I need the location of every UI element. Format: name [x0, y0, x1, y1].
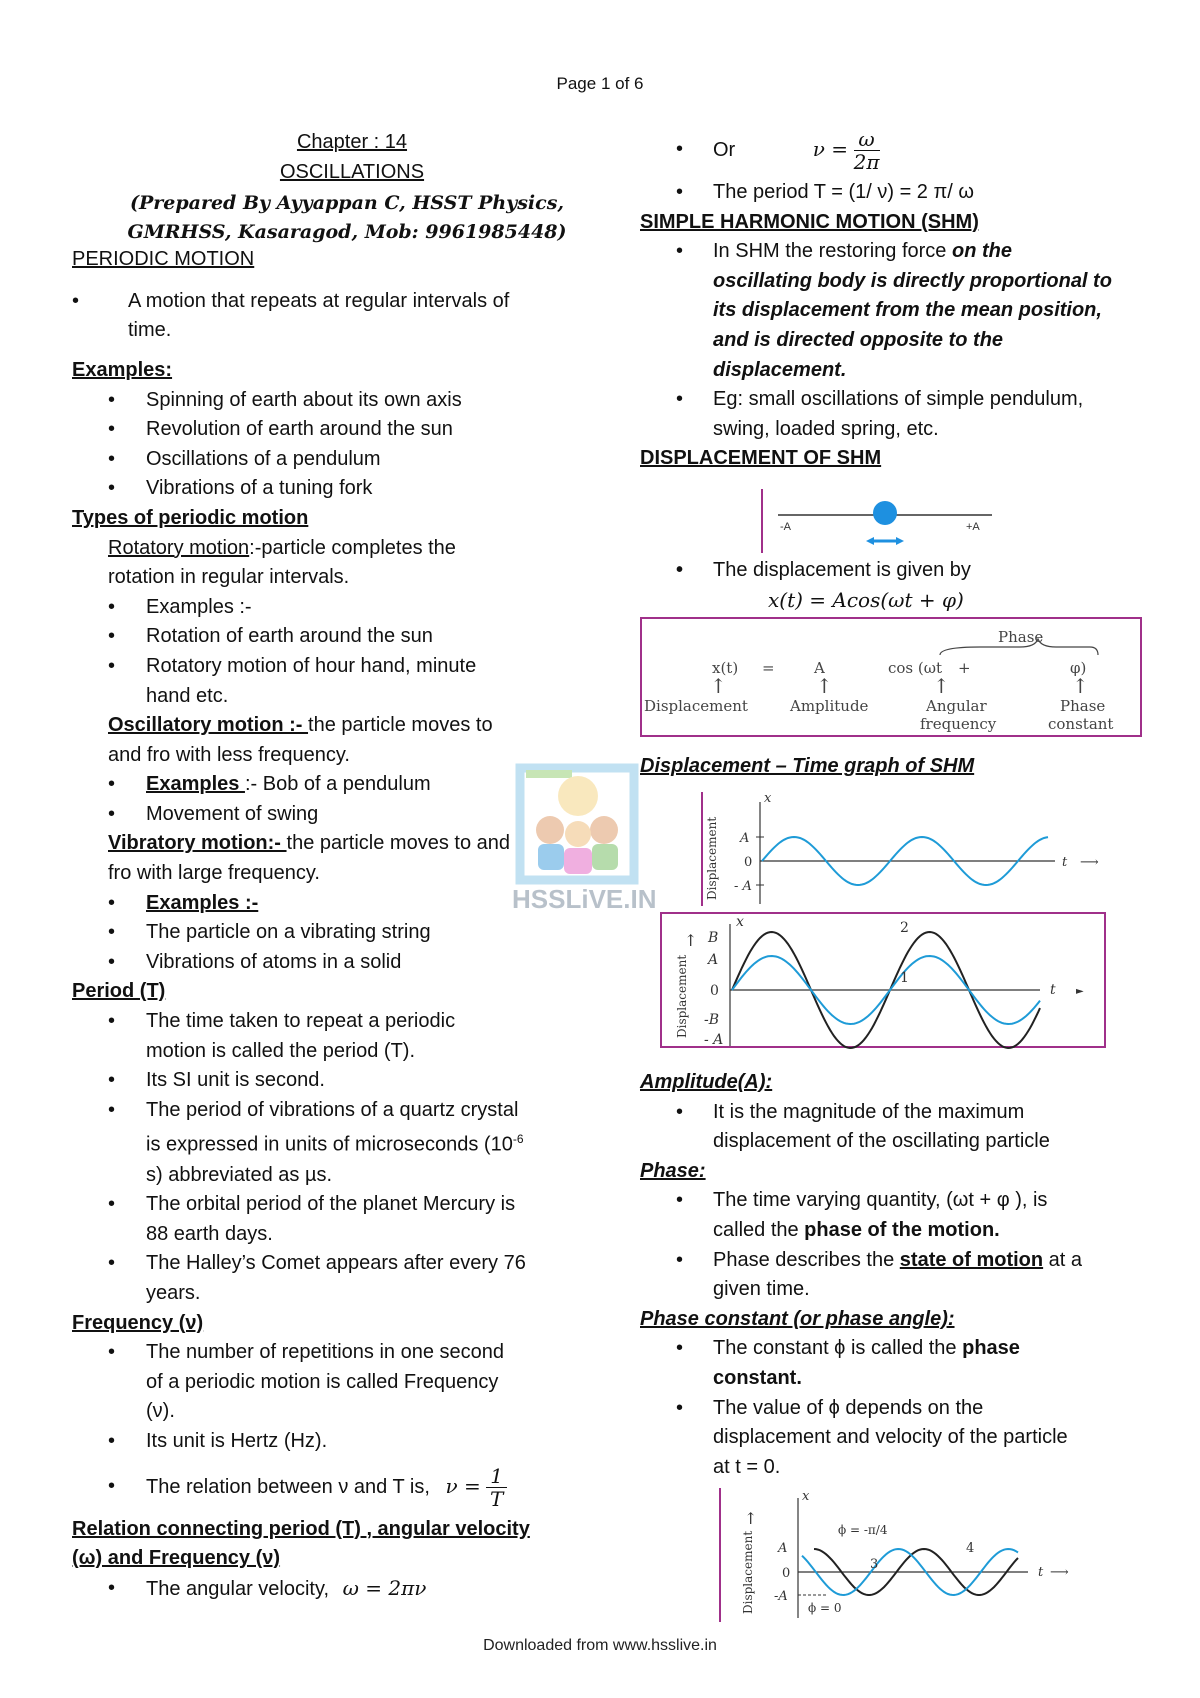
plus-a-label: +A [966, 521, 980, 533]
or-fraction: $\frac{\omega}{2\pi}$ [853, 127, 880, 175]
periodic-def: • A motion that repeats at regular intervals of [72, 289, 510, 312]
phase-constant-heading: Phase constant (or phase angle): [640, 1307, 955, 1330]
svg-text:↑: ↑ [1072, 674, 1089, 698]
oscillatory-line: Oscillatory motion :- the particle moves to [108, 714, 493, 737]
periodic-heading: PERIODIC MOTION [72, 248, 255, 271]
frequency-heading: Frequency (ν) [72, 1311, 204, 1334]
svg-text:⟶: ⟶ [1080, 855, 1099, 870]
list-item-cont: s) abbreviated as µs. [146, 1163, 333, 1186]
list-item: • Rotation of earth around the sun [108, 625, 433, 648]
periodic-def-cont: time. [128, 319, 172, 342]
graph-heading: Displacement – Time graph of SHM [640, 755, 975, 777]
right-column [640, 128, 1150, 474]
svg-text:Displacement: Displacement [741, 1530, 755, 1614]
list-item: • Movement of swing [108, 802, 319, 825]
svg-text:A: A [814, 659, 825, 677]
list-item-cont: 88 earth days. [146, 1222, 273, 1245]
rotatory-line: Rotatory motion:-particle completes the [108, 536, 456, 559]
list-item: • The number of repetitions in one second [108, 1341, 504, 1364]
list-item: • In SHM the restoring force on the [676, 240, 1012, 263]
svg-text:↑: ↑ [816, 674, 833, 698]
list-item-cont: displacement of the oscillating particle [713, 1130, 1050, 1153]
list-item: • The constant ϕ is called the phase [676, 1337, 1020, 1360]
phase-equation-box [640, 617, 1142, 737]
displacement-given: • The displacement is given by x(t) = Acos(ωt + φ) [676, 556, 1156, 615]
list-item: • The period T = (1/ ν) = 2 π/ ω [676, 181, 975, 203]
svg-text:↑: ↑ [710, 674, 727, 698]
svg-text:0: 0 [782, 1566, 791, 1581]
svg-text:- A: - A [704, 1032, 724, 1048]
list-item-cont: hand etc. [146, 684, 229, 707]
shm-graph-2 [660, 912, 1110, 1050]
displacement-heading: DISPLACEMENT OF SHM [640, 447, 882, 470]
list-item-cont: is expressed in units of microseconds ($10^{-6}$ [146, 1132, 524, 1157]
list-item: • The value of ϕ depends on the [676, 1396, 984, 1419]
list-item-cont: constant. [713, 1366, 802, 1389]
list-item: • Phase describes the state of motion at a [676, 1248, 1083, 1271]
svg-text:Angular: Angular [926, 697, 987, 715]
list-item-cont: its displacement from the mean position, [713, 299, 1102, 322]
rotatory-line-cont: rotation in regular intervals. [108, 566, 350, 589]
svg-text:ϕ = -π/4: ϕ = -π/4 [838, 1523, 888, 1537]
oscillating-ball [873, 501, 897, 525]
svg-text:+: + [958, 659, 971, 677]
vibratory-line-cont: fro with large frequency. [108, 862, 320, 885]
svg-text:t: t [1062, 855, 1068, 870]
minus-a-label: -A [780, 521, 791, 533]
svg-text:0: 0 [710, 983, 719, 999]
svg-text:Displacement: Displacement [705, 816, 719, 900]
shm-displacement-figure [760, 489, 1000, 553]
list-item: • The relation between ν and T is, ν = $\frac{1}{T}$ [72, 1457, 572, 1515]
list-item: • Eg: small oscillations of simple pendulum, [676, 388, 1084, 411]
svg-text:A: A [778, 1541, 788, 1556]
svg-text:↑: ↑ [933, 674, 950, 698]
svg-text:t: t [1050, 982, 1056, 998]
list-item: • Oscillations of a pendulum [108, 447, 381, 470]
svg-text:4: 4 [966, 1541, 975, 1556]
list-item: • The angular velocity, ω = 2πν [108, 1575, 427, 1600]
list-item: • The time varying quantity, (ωt + φ ), is [676, 1189, 1048, 1212]
svg-text:A: A [708, 952, 719, 968]
list-item: • The time taken to repeat a periodic [108, 1010, 456, 1033]
svg-text:x: x [736, 914, 744, 930]
list-item-cont: and is directed opposite to the [713, 328, 1004, 351]
amplitude-heading: Amplitude(A): [640, 1071, 773, 1093]
svg-text:x: x [764, 791, 772, 806]
list-item-cont: displacement. [713, 358, 847, 381]
page-number: Page 1 of 6 [556, 74, 644, 93]
svg-text:frequency: frequency [920, 715, 997, 733]
chapter-label: Chapter : 14 [296, 131, 408, 153]
shm-graph-1 [700, 792, 1100, 908]
svg-text:►: ► [1076, 986, 1084, 997]
list-item-cont: of a periodic motion is called Frequency [146, 1370, 499, 1393]
examples-heading: Examples: [72, 358, 173, 381]
list-item-cont: given time. [713, 1278, 810, 1301]
svg-text:↑: ↑ [684, 931, 698, 950]
svg-text:x: x [802, 1489, 810, 1504]
svg-text:2: 2 [900, 920, 909, 936]
svg-text:Displacement: Displacement [675, 954, 689, 1038]
list-item: • Examples :- [108, 891, 259, 914]
list-item-cont: years. [146, 1282, 201, 1305]
list-item-cont: displacement and velocity of the particle [713, 1426, 1068, 1449]
shm-graph-3 [718, 1488, 1098, 1624]
list-item-cont: (ν). [146, 1400, 175, 1423]
list-item: • The period of vibrations of a quartz crystal [108, 1098, 519, 1121]
list-item: • Rotatory motion of hour hand, minute [108, 654, 477, 677]
list-item-cont: motion is called the period (T). [146, 1039, 416, 1062]
list-item-cont: at t = 0. [713, 1455, 781, 1478]
svg-text:1: 1 [900, 970, 909, 986]
svg-text:φ): φ) [1070, 659, 1087, 677]
right-column-lower [640, 1068, 1150, 1482]
svg-text:-B: -B [704, 1012, 720, 1028]
svg-text:constant: constant [1048, 715, 1114, 733]
displacement-formula: x(t) = Acos(ωt + φ) [768, 587, 964, 612]
footer-download: Downloaded from www.hsslive.in [483, 1637, 717, 1654]
displacement-label: Displacement [644, 697, 748, 715]
oscillatory-line-cont: and fro with less frequency. [108, 743, 350, 766]
list-item: • Its SI unit is second. [108, 1069, 325, 1092]
relation-heading: Relation connecting period (T) , angular velocity [72, 1517, 530, 1540]
watermark-text: HSSLiVE.IN [512, 884, 657, 914]
list-item: • Its unit is Hertz (Hz). [108, 1430, 328, 1452]
svg-text:A: A [740, 831, 750, 846]
list-item: • Revolution of earth around the sun [108, 418, 453, 441]
list-item: • Or ν = $\frac{\omega}{2\pi}$ [676, 127, 880, 175]
svg-text:↑: ↑ [744, 1509, 758, 1528]
list-item-cont: swing, loaded spring, etc. [713, 417, 939, 440]
left-column [72, 128, 572, 1604]
list-item: • The Halley’s Comet appears after every 76 [108, 1252, 526, 1275]
list-item-cont: called the phase of the motion. [713, 1218, 1000, 1241]
list-item: • Examples :- Bob of a pendulum [108, 773, 431, 796]
amplitude-label: Amplitude [790, 697, 869, 715]
svg-text:-A: -A [774, 1589, 788, 1604]
relation-heading-cont: (ω) and Frequency (ν) [72, 1547, 281, 1570]
phase-label: Phase [998, 628, 1044, 646]
frequency-fraction: $\frac{1}{T}$ [486, 1465, 507, 1510]
svg-text:Phase: Phase [1060, 697, 1106, 715]
author-line-2: GMRHSS, Kasaragod, Mob: 9961985448) [127, 221, 567, 244]
list-item: • Spinning of earth about its own axis [108, 388, 462, 411]
list-item: • The orbital period of the planet Mercury is [108, 1193, 516, 1216]
svg-text:- A: - A [734, 879, 752, 894]
svg-text:⟶: ⟶ [1050, 1565, 1069, 1580]
list-item: • Vibrations of a tuning fork [108, 477, 373, 500]
types-heading: Types of periodic motion [72, 506, 309, 529]
shm-heading: SIMPLE HARMONIC MOTION (SHM) [640, 210, 979, 233]
period-heading: Period (T) [72, 980, 166, 1003]
xt-label: x(t) [712, 659, 739, 677]
hsslive-logo-watermark [512, 762, 657, 914]
svg-text:ϕ = 0: ϕ = 0 [808, 1601, 842, 1615]
list-item-cont: oscillating body is directly proportional to [713, 269, 1112, 292]
list-item: • The particle on a vibrating string [108, 921, 431, 944]
svg-text:0: 0 [744, 855, 753, 870]
vibratory-line: Vibratory motion:- the particle moves to and [108, 832, 510, 855]
list-item: • Vibrations of atoms in a solid [108, 950, 402, 973]
svg-text:B: B [708, 930, 719, 946]
svg-text:t: t [1038, 1565, 1044, 1580]
svg-text:3: 3 [870, 1557, 879, 1572]
svg-text:=: = [762, 659, 775, 677]
svg-text:cos (ωt: cos (ωt [888, 659, 943, 677]
chapter-title: OSCILLATIONS [279, 160, 425, 183]
list-item: • Examples :- [108, 595, 252, 618]
author-line-1: (Prepared By Ayyappan C, HSST Physics, [129, 192, 565, 215]
phase-heading: Phase: [640, 1159, 706, 1182]
list-item: • It is the magnitude of the maximum [676, 1100, 1025, 1123]
